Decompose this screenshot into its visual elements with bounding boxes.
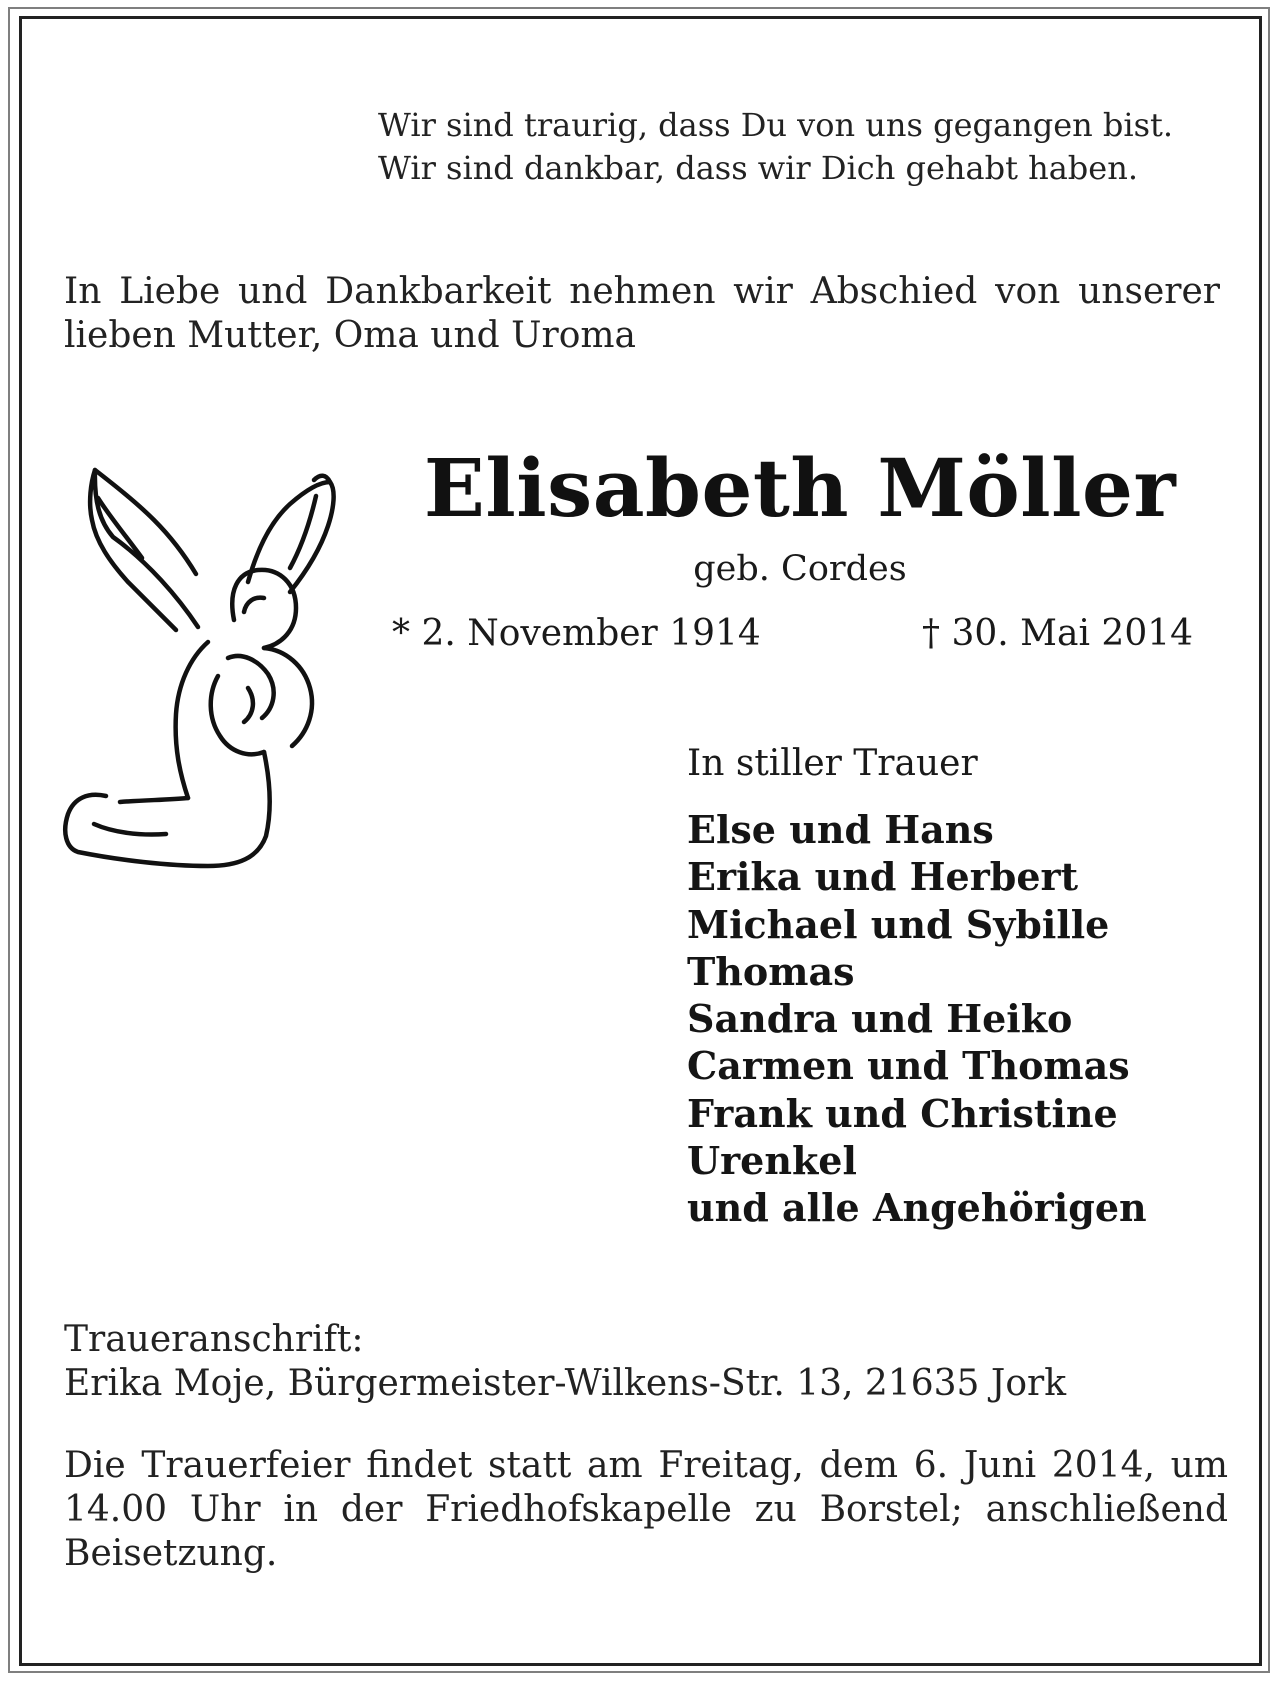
deceased-name: Elisabeth Möller xyxy=(423,441,1177,535)
mourner-name: Sandra und Heiko xyxy=(687,996,1073,1042)
address-value: Erika Moje, Bürgermeister-Wilkens-Str. 13, 21635 Jork xyxy=(64,1363,1067,1404)
mourner-name: Carmen und Thomas xyxy=(687,1043,1130,1089)
mourner-name: Michael und Sybille xyxy=(687,901,1110,947)
mourner-name: Frank und Christine xyxy=(687,1090,1118,1136)
mourner-name: und alle Angehörigen xyxy=(687,1185,1147,1231)
mourners-list xyxy=(687,806,1147,1232)
mourning-heading: In stiller Trauer xyxy=(687,743,978,784)
mourning-address xyxy=(64,1318,1066,1406)
quote-line-2: Wir sind dankbar, dass wir Dich gehabt haben. xyxy=(378,149,1138,187)
quote-line-1: Wir sind traurig, dass Du von uns gegangen bist. xyxy=(378,106,1174,144)
death-date: † 30. Mai 2014 xyxy=(922,613,1194,654)
mourner-name: Thomas xyxy=(687,948,855,994)
birth-date: * 2. November 1914 xyxy=(392,613,761,654)
mourner-name: Else und Hans xyxy=(687,807,994,852)
ceremony-text: Die Trauerfeier findet statt am Freitag, dem 6. Juni 2014, um 14.00 Uhr in der Friedhofskapelle zu Borstel; anschließend Beisetzung. xyxy=(64,1445,1228,1574)
quote xyxy=(378,104,1173,190)
maiden-name: geb. Cordes xyxy=(693,549,907,589)
address-label: Traueranschrift: xyxy=(64,1319,364,1360)
intro-text: In Liebe und Dankbarkeit nehmen wir Abschied von unserer lieben Mutter, Oma und Uroma xyxy=(64,271,1220,356)
mourner-name: Urenkel xyxy=(687,1138,857,1184)
angel-icon xyxy=(58,462,358,882)
mourner-name: Erika und Herbert xyxy=(687,854,1079,900)
